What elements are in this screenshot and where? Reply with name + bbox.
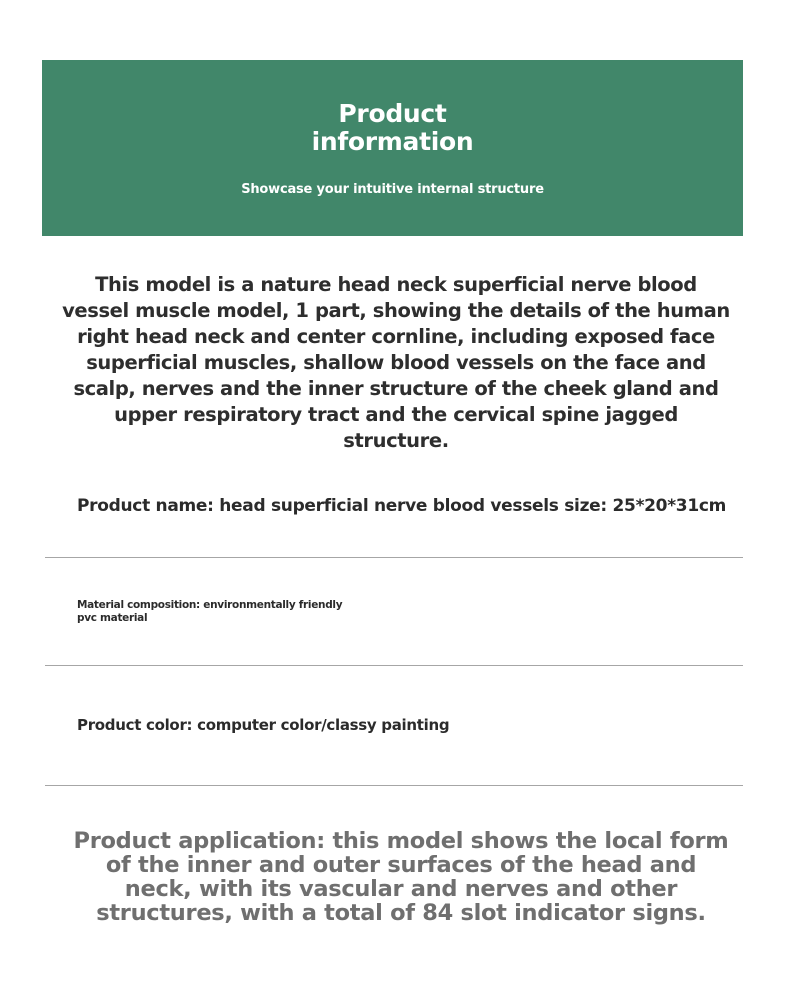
product-info-banner — [42, 60, 743, 236]
intro-description: This model is a nature head neck superficial nerve blood vessel muscle model, 1 part, showing the details of the human right head neck and center cornline, including exposed face superficial muscles, shallow blood vessels on the face and scalp, nerves and the inner structure of the cheek gland and upper respiratory tract and the cervical spine jagged structure. — [62, 273, 730, 452]
product-color-spec: Product color: computer color/classy painting — [77, 716, 450, 734]
banner-subtitle: Showcase your intuitive internal structure — [241, 182, 544, 197]
divider — [45, 785, 743, 786]
banner-title — [42, 100, 743, 156]
banner-title-line2: information — [311, 127, 474, 156]
divider — [45, 557, 743, 558]
product-application: Product application: this model shows the local form of the inner and outer surfaces of the head and neck, with its vascular and nerves and other structures, with a total of 84 slot indicator signs. — [73, 828, 729, 926]
material-spec: Material composition: environmentally friendly pvc material — [77, 599, 343, 624]
divider — [45, 665, 743, 666]
banner-title-line1: Product — [338, 99, 447, 128]
product-name-spec: Product name: head superficial nerve blood vessels size: 25*20*31cm — [77, 496, 727, 516]
